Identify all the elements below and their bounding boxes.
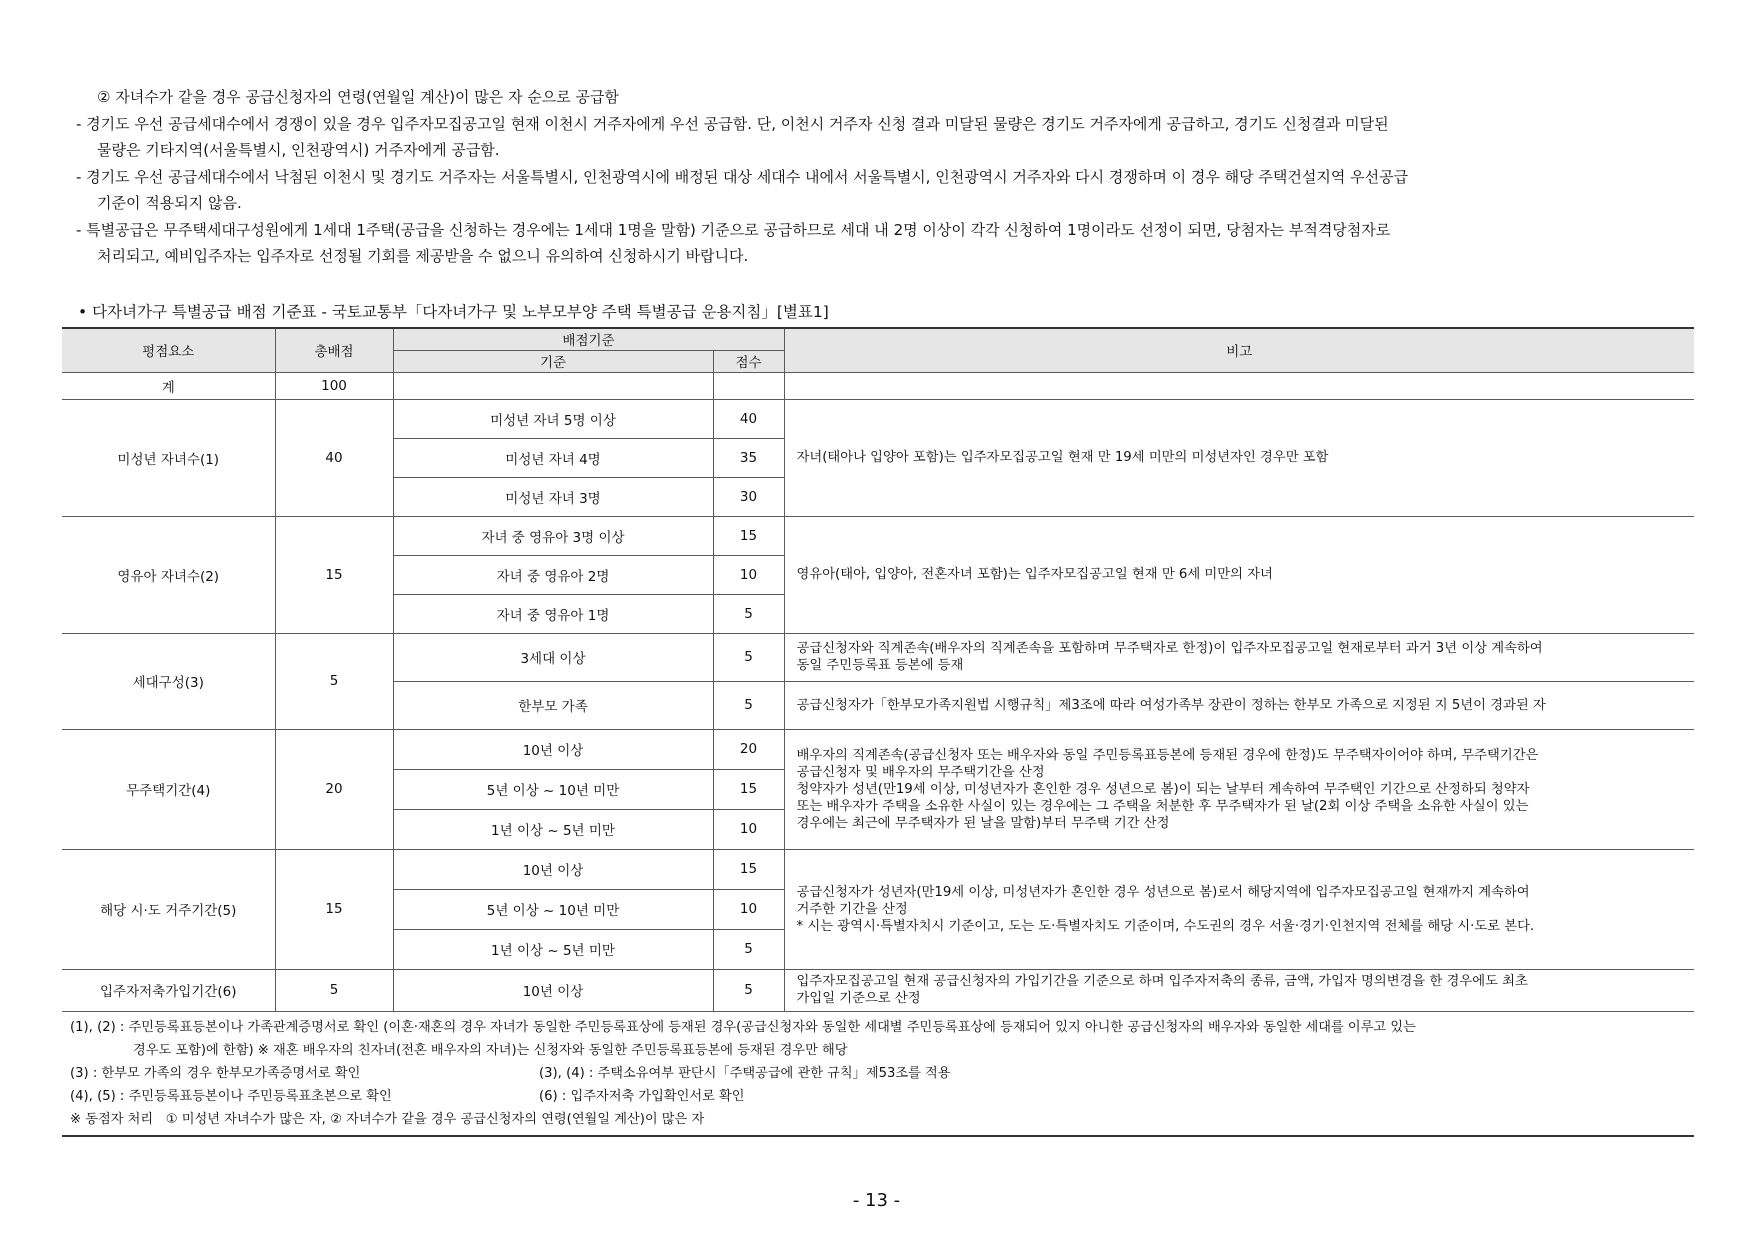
note-cell [784, 516, 1694, 633]
note-line: 청약자가 성년(만19세 이상, 미성년자가 혼인한 경우 성년으로 봄)이 되는 날부터 계속하여 무주택인 기간으로 산정하되 청약자 [796, 781, 1530, 797]
footnote-line: 경우도 포함)에 한함) ※ 재혼 배우자의 친자녀(전혼 배우자의 자녀)는 신청자와 동일한 주민등록표등본에 등재된 경우만 해당 [133, 1043, 848, 1058]
note-line: 거주한 기간을 산정 [796, 901, 908, 917]
total-cell: 5 [275, 633, 393, 729]
intro-paragraphs [76, 84, 1696, 270]
table-row [62, 969, 1694, 1011]
header-criteria: 기준 [393, 350, 713, 372]
intro-line: - 특별공급은 무주택세대구성원에게 1세대 1주택(공급을 신청하는 경우에는 1세대 1명을 말함) 기준으로 공급하므로 세대 내 2명 이상이 각각 신청하여 1명이라도 선정이 되면, 당첨자는 부적격당첨자로 [76, 220, 1391, 239]
header-note: 비고 [784, 328, 1694, 372]
score-cell: 15 [713, 849, 784, 889]
note-cell [784, 399, 1694, 516]
header-score: 점수 [713, 350, 784, 372]
total-cell: 15 [275, 849, 393, 969]
table-row [62, 729, 1694, 769]
criteria-cell: 5년 이상 ~ 10년 미만 [393, 769, 713, 809]
intro-line: 물량은 기타지역(서울특별시, 인천광역시) 거주자에게 공급함. [97, 141, 500, 159]
score-cell: 5 [713, 681, 784, 729]
factor-cell: 해당 시·도 거주기간(5) [62, 849, 275, 969]
score-cell: 5 [713, 633, 784, 681]
note-line: 공급신청자와 직계존속(배우자의 직계존속을 포함하며 무주택자로 한정)이 입주자모집공고일 현재로부터 과거 3년 이상 계속하여 [796, 641, 1543, 656]
total-label: 계 [62, 372, 275, 399]
criteria-cell: 한부모 가족 [393, 681, 713, 729]
score-cell: 10 [713, 889, 784, 929]
page-number: - 13 - [852, 1190, 901, 1211]
note-line: 입주자모집공고일 현재 공급신청자의 가입기간을 기준으로 하며 입주자저축의 종류, 금액, 가입자 명의변경을 한 경우에도 최초 [796, 974, 1528, 989]
criteria-cell: 미성년 자녀 4명 [393, 438, 713, 477]
intro-line: ② 자녀수가 같을 경우 공급신청자의 연령(연월일 계산)이 많은 자 순으로 공급함 [97, 88, 620, 106]
table-row [62, 633, 1694, 681]
total-value: 100 [275, 372, 393, 399]
footnote-line [62, 1062, 1694, 1085]
criteria-cell: 3세대 이상 [393, 633, 713, 681]
score-cell: 40 [713, 399, 784, 438]
header-total: 총배점 [275, 328, 393, 372]
table-row-total [62, 372, 1694, 399]
footnote-line: ※ 동점자 처리 ① 미성년 자녀수가 많은 자, ② 자녀수가 같을 경우 공급신청자의 연령(연월일 계산)이 많은 자 [70, 1112, 705, 1127]
score-cell: 10 [713, 809, 784, 849]
note-cell [784, 969, 1694, 1011]
score-cell: 15 [713, 769, 784, 809]
table-row [62, 399, 1694, 438]
note-line: 배우자의 직계존속(공급신청자 또는 배우자와 동일 주민등록표등본에 등재된 경우에 한정)도 무주택자이어야 하며, 무주택기간은 [796, 747, 1539, 763]
score-cell: 35 [713, 438, 784, 477]
score-cell: 20 [713, 729, 784, 769]
score-cell: 5 [713, 594, 784, 633]
table-row [62, 516, 1694, 555]
note-line: 공급신청자가「한부모가족지원법 시행규칙」제3조에 따라 여성가족부 장관이 정하는 한부모 가족으로 지정된 지 5년이 경과된 자 [796, 697, 1546, 713]
note-cell [784, 681, 1694, 729]
criteria-cell: 1년 이상 ~ 5년 미만 [393, 929, 713, 969]
intro-line: 기준이 적용되지 않음. [97, 194, 242, 212]
footnote-text: (4), (5) : 주민등록표등본이나 주민등록표초본으로 확인 [70, 1089, 392, 1104]
total-cell: 40 [275, 399, 393, 516]
total-cell: 20 [275, 729, 393, 849]
intro-line: - 경기도 우선 공급세대수에서 경쟁이 있을 경우 입주자모집공고일 현재 이천시 거주자에게 우선 공급함. 단, 이천시 거주자 신청 결과 미달된 물량은 경기도 거주자에게 공급하고, 경기도 신청결과 미달된 [76, 114, 1389, 133]
criteria-cell: 10년 이상 [393, 969, 713, 1011]
note-cell [784, 729, 1694, 849]
score-cell: 10 [713, 555, 784, 594]
total-cell: 5 [275, 969, 393, 1011]
table-row [62, 849, 1694, 889]
factor-cell: 무주택기간(4) [62, 729, 275, 849]
note-cell [784, 633, 1694, 681]
criteria-cell: 1년 이상 ~ 5년 미만 [393, 809, 713, 849]
table-title: • 다자녀가구 특별공급 배점 기준표 - 국토교통부「다자녀가구 및 노부모부양 주택 특별공급 운용지침」[별표1] [78, 303, 829, 321]
note-line: 가입일 기준으로 산정 [796, 991, 921, 1006]
note-line: * 시는 광역시·특별자치시 기준이고, 도는 도·특별자치도 기준이며, 수도권의 경우 서울·경기·인천지역 전체를 해당 시·도로 본다. [796, 918, 1535, 934]
footnote-text: (3) : 한부모 가족의 경우 한부모가족증명서로 확인 [70, 1066, 361, 1081]
score-cell: 15 [713, 516, 784, 555]
note-line: 또는 배우자가 주택을 소유한 사실이 있는 경우에는 그 주택을 처분한 후 무주택자가 된 날(2회 이상 주택을 소유한 사실이 있는 [796, 798, 1529, 814]
total-cell: 15 [275, 516, 393, 633]
criteria-cell: 자녀 중 영유아 3명 이상 [393, 516, 713, 555]
note-cell [784, 849, 1694, 969]
note-line: 자녀(태아나 입양아 포함)는 입주자모집공고일 현재 만 19세 미만의 미성년자인 경우만 포함 [796, 450, 1329, 465]
score-cell: 30 [713, 477, 784, 516]
footnote-line [62, 1085, 1694, 1108]
intro-line: - 경기도 우선 공급세대수에서 낙첨된 이천시 및 경기도 거주자는 서울특별시, 인천광역시에 배정된 대상 세대수 내에서 서울특별시, 인천광역시 거주자와 다시 경쟁하며 이 경우 해당 주택건설지역 우선공급 [76, 167, 1409, 186]
footnote-text: (6) : 입주자저축 가입확인서로 확인 [539, 1089, 745, 1104]
note-line: 공급신청자 및 배우자의 무주택기간을 산정 [796, 764, 1045, 780]
factor-cell: 세대구성(3) [62, 633, 275, 729]
footnote-text: (3), (4) : 주택소유여부 판단시「주택공급에 관한 규칙」제53조를 적용 [539, 1066, 951, 1081]
intro-line: 처리되고, 예비입주자는 입주자로 선정될 기회를 제공받을 수 없으니 유의하여 신청하시기 바랍니다. [97, 247, 749, 265]
header-factor: 평점요소 [62, 328, 275, 372]
criteria-cell: 미성년 자녀 5명 이상 [393, 399, 713, 438]
criteria-cell: 미성년 자녀 3명 [393, 477, 713, 516]
note-line: 경우에는 최근에 무주택자가 된 날을 말함)부터 무주택 기간 산정 [796, 815, 1170, 831]
factor-cell: 입주자저축가입기간(6) [62, 969, 275, 1011]
footnote-line: (1), (2) : 주민등록표등본이나 가족관계증명서로 확인 (이혼·재혼의 경우 자녀가 동일한 주민등록표상에 등재된 경우(공급신청자와 동일한 세대별 주민등록표상에 등재되어 있지 아니한 공급신청자의 배우자와 동일한 세대를 이루고 있는 [70, 1020, 1416, 1035]
factor-cell: 미성년 자녀수(1) [62, 399, 275, 516]
criteria-cell: 자녀 중 영유아 1명 [393, 594, 713, 633]
criteria-cell: 10년 이상 [393, 849, 713, 889]
note-line: 영유아(태아, 입양아, 전혼자녀 포함)는 입주자모집공고일 현재 만 6세 미만의 자녀 [796, 567, 1273, 582]
criteria-cell: 10년 이상 [393, 729, 713, 769]
factor-cell: 영유아 자녀수(2) [62, 516, 275, 633]
criteria-cell: 자녀 중 영유아 2명 [393, 555, 713, 594]
note-line: 동일 주민등록표 등본에 등재 [796, 658, 964, 673]
header-criteria-group: 배점기준 [393, 328, 784, 350]
note-line: 공급신청자가 성년자(만19세 이상, 미성년자가 혼인한 경우 성년으로 봄)로서 해당지역에 입주자모집공고일 현재까지 계속하여 [796, 884, 1530, 900]
score-cell: 5 [713, 969, 784, 1011]
table-footnotes [62, 1016, 1694, 1137]
scoring-table [62, 327, 1694, 1012]
criteria-cell: 5년 이상 ~ 10년 미만 [393, 889, 713, 929]
score-cell: 5 [713, 929, 784, 969]
